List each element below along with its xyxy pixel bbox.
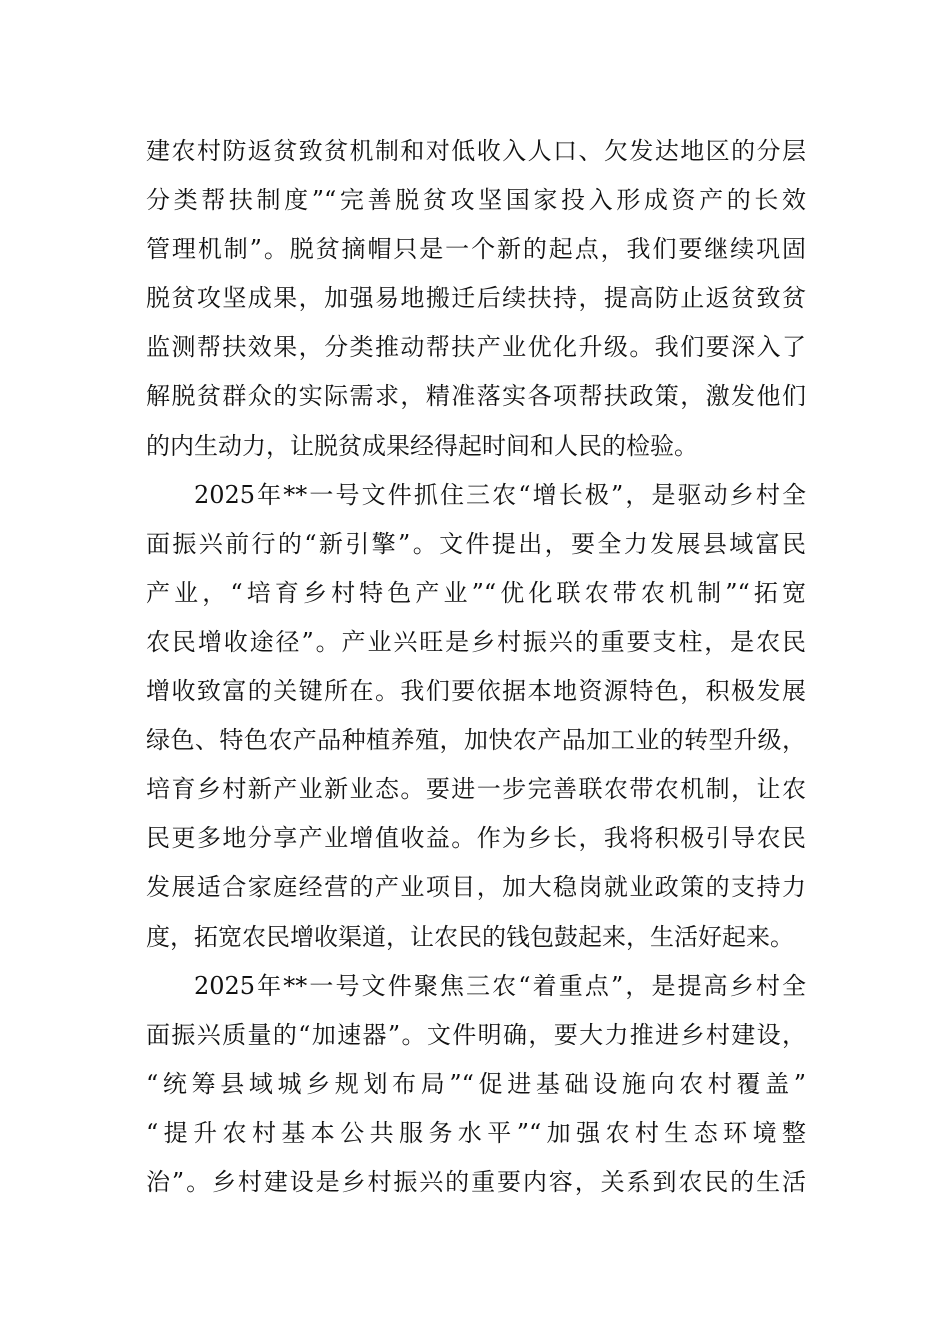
- paragraph-first-line: 2025年**一号文件抓住三农“增长极”，是驱动乡村全: [194, 480, 806, 509]
- text-line: 度，拓宽农民增收渠道，让农民的钱包鼓起来，生活好起来。: [146, 922, 794, 951]
- document-body: [146, 127, 806, 1207]
- text-line: 产业，“培育乡村特色产业”“优化联农带农机制”“拓宽: [146, 578, 806, 607]
- text-line: 发展适合家庭经营的产业项目，加大稳岗就业政策的支持力: [146, 873, 806, 902]
- text-line: 民更多地分享产业增值收益。作为乡长，我将积极引导农民: [146, 824, 806, 853]
- text-line: 面振兴前行的“新引擎”。文件提出，要全力发展县域富民: [146, 529, 806, 558]
- paragraph-first-line: 2025年**一号文件聚焦三农“着重点”，是提高乡村全: [194, 971, 806, 1000]
- text-line: 绿色、特色农产品种植养殖，加快农产品加工业的转型升级，: [146, 726, 806, 755]
- text-line: 脱贫攻坚成果，加强易地搬迁后续扶持，提高防止返贫致贫: [146, 284, 806, 313]
- text-line: 增收致富的关键所在。我们要依据本地资源特色，积极发展: [146, 677, 806, 706]
- text-line: “提升农村基本公共服务水平”“加强农村生态环境整: [146, 1118, 806, 1147]
- text-line: 的内生动力，让脱贫成果经得起时间和人民的检验。: [146, 431, 698, 460]
- text-line: 培育乡村新产业新业态。要进一步完善联农带农机制，让农: [146, 775, 806, 804]
- text-line: 监测帮扶效果，分类推动帮扶产业优化升级。我们要深入了: [146, 333, 806, 362]
- text-line: “统筹县域城乡规划布局”“促进基础设施向农村覆盖”: [146, 1069, 806, 1098]
- text-line: 面振兴质量的“加速器”。文件明确，要大力推进乡村建设，: [146, 1020, 806, 1049]
- text-line: 分类帮扶制度”“完善脱贫攻坚国家投入形成资产的长效: [146, 186, 806, 215]
- text-line: 建农村防返贫致贫机制和对低收入人口、欠发达地区的分层: [146, 137, 806, 165]
- text-line: 治”。乡村建设是乡村振兴的重要内容，关系到农民的生活: [146, 1167, 806, 1196]
- text-line: 农民增收途径”。产业兴旺是乡村振兴的重要支柱，是农民: [146, 627, 806, 656]
- text-line: 解脱贫群众的实际需求，精准落实各项帮扶政策，激发他们: [146, 382, 806, 411]
- text-line: 管理机制”。脱贫摘帽只是一个新的起点，我们要继续巩固: [146, 235, 806, 264]
